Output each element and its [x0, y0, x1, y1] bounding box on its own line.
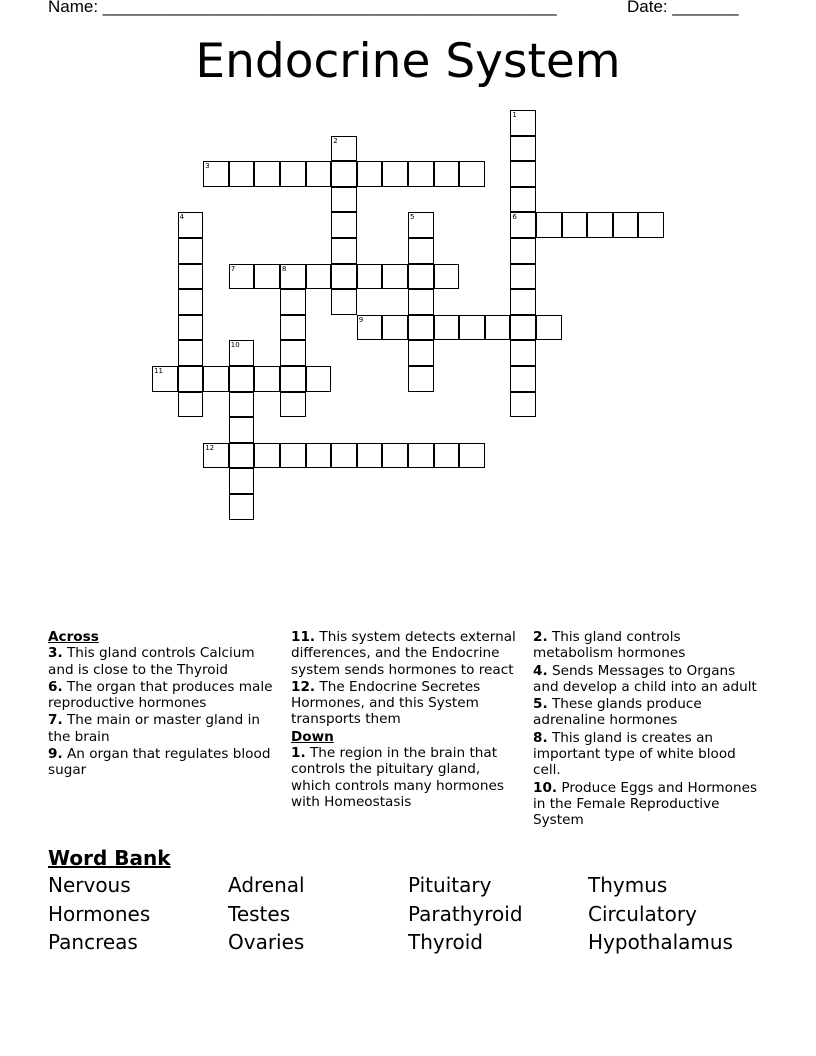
grid-cell[interactable] — [178, 238, 204, 264]
down-heading: Down — [291, 728, 334, 745]
word-bank-item: Nervous — [48, 873, 131, 897]
grid-cell[interactable] — [510, 136, 536, 162]
grid-cell[interactable] — [229, 264, 255, 290]
grid-cell[interactable] — [280, 443, 306, 469]
grid-cell[interactable] — [510, 110, 536, 136]
cell-number: 8 — [282, 264, 287, 273]
word-bank-item: Hypothalamus — [588, 930, 733, 954]
grid-cell[interactable] — [510, 238, 536, 264]
down-clue-5: 5. These glands produce adrenaline hormones — [533, 696, 702, 729]
grid-cell[interactable] — [536, 315, 562, 341]
grid-cell[interactable] — [357, 443, 383, 469]
down-clue-2: 2. This gland controls metabolism hormones — [533, 629, 686, 662]
grid-cell[interactable] — [280, 264, 306, 290]
grid-cell[interactable] — [510, 264, 536, 290]
grid-cell[interactable] — [178, 366, 204, 392]
cell-number: 7 — [230, 264, 236, 273]
word-bank-item: Hormones — [48, 901, 151, 926]
grid-cell[interactable] — [229, 340, 255, 366]
grid-cell[interactable] — [229, 392, 255, 418]
grid-cell[interactable] — [306, 443, 332, 469]
down-clue-10: 10. Produce Eggs and Hormones in the Female Reproductive System — [533, 779, 758, 829]
grid-cell[interactable] — [408, 289, 434, 315]
grid-cell[interactable] — [510, 392, 536, 418]
across-clue-6: 6. The organ that produces male reproductive hormones — [48, 678, 273, 712]
grid-cell[interactable] — [306, 161, 332, 187]
grid-cell[interactable] — [178, 392, 204, 418]
grid-cell[interactable] — [459, 161, 485, 187]
cell-number: 11 — [154, 367, 163, 375]
grid-cell[interactable] — [229, 494, 255, 520]
word-bank-item: Pancreas — [48, 930, 138, 954]
grid-cell[interactable] — [331, 289, 357, 315]
grid-cell[interactable] — [357, 161, 383, 187]
grid-cell[interactable] — [331, 443, 357, 469]
grid-cell[interactable] — [382, 315, 408, 341]
grid-cell[interactable] — [510, 187, 536, 213]
cell-number: 6 — [512, 213, 517, 222]
grid-cell[interactable] — [408, 315, 434, 341]
grid-cell[interactable] — [408, 366, 434, 392]
across-clue-12: 12. The Endocrine Secretes Hormones, and this System transports them — [291, 678, 481, 728]
across-heading: Across — [48, 629, 99, 645]
word-bank-item: Circulatory — [588, 901, 697, 926]
grid-cell[interactable] — [280, 392, 306, 418]
grid-cell[interactable] — [510, 289, 536, 315]
cell-number: 10 — [230, 341, 240, 350]
grid-cell[interactable] — [434, 264, 460, 290]
grid-cell[interactable] — [229, 443, 255, 469]
grid-cell[interactable] — [510, 161, 536, 187]
down-clue-4: 4. Sends Messages to Organs and develop a child into an adult — [533, 662, 757, 695]
grid-cell[interactable] — [203, 443, 229, 469]
grid-cell[interactable] — [510, 340, 536, 366]
grid-cell[interactable] — [562, 212, 588, 238]
word-bank-title: Word Bank — [48, 846, 171, 870]
word-bank-item: Adrenal — [228, 873, 305, 897]
word-bank-item: Thymus — [588, 873, 668, 897]
grid-cell[interactable] — [357, 264, 383, 290]
grid-cell[interactable] — [280, 315, 306, 341]
grid-cell[interactable] — [434, 161, 460, 187]
grid-cell[interactable] — [331, 136, 357, 162]
cell-number: 9 — [358, 315, 364, 324]
grid-cell[interactable] — [280, 340, 306, 366]
grid-cell[interactable] — [306, 366, 332, 392]
word-bank-item: Pituitary — [408, 873, 492, 897]
word-bank-item: Parathyroid — [408, 901, 523, 926]
down-clue-1: 1. The region in the brain that controls the pituitary gland, which controls many hormones with Homeostasis — [291, 745, 504, 810]
grid-cell[interactable] — [254, 366, 280, 392]
across-clue-11: 11. This system detects external differences, and the Endocrine system sends hormones to react — [291, 629, 516, 678]
grid-cell[interactable] — [331, 212, 357, 238]
cell-number: 2 — [333, 136, 338, 145]
word-bank-item: Thyroid — [408, 930, 483, 954]
grid-cell[interactable] — [510, 315, 536, 341]
grid-cell[interactable] — [434, 315, 460, 341]
grid-cell[interactable] — [229, 161, 255, 187]
cell-number: 12 — [205, 443, 215, 452]
page-title: Endocrine System — [195, 34, 621, 89]
date-field[interactable]: Date: _______ — [627, 0, 739, 16]
across-clue-7: 7. The main or master gland in the brain — [48, 712, 261, 745]
grid-cell[interactable] — [152, 366, 178, 392]
grid-cell[interactable] — [434, 443, 460, 469]
grid-cell[interactable] — [331, 187, 357, 213]
grid-cell[interactable] — [408, 340, 434, 366]
clues-column-3 — [533, 629, 758, 830]
grid-cell[interactable] — [331, 264, 357, 290]
across-clue-3: 3. This gland controls Calcium and is close to the Thyroid — [48, 645, 255, 678]
cell-number: 3 — [205, 162, 210, 171]
grid-cell[interactable] — [382, 264, 408, 290]
cell-number: 4 — [179, 213, 185, 222]
grid-cell[interactable] — [280, 161, 306, 187]
grid-cell[interactable] — [203, 161, 229, 187]
grid-cell[interactable] — [587, 212, 613, 238]
grid-cell[interactable] — [178, 340, 204, 366]
cell-number: 1 — [512, 111, 517, 119]
grid-cell[interactable] — [510, 212, 536, 238]
grid-cell[interactable] — [485, 315, 511, 341]
grid-cell[interactable] — [203, 366, 229, 392]
grid-cell[interactable] — [536, 212, 562, 238]
grid-cell[interactable] — [408, 238, 434, 264]
grid-cell[interactable] — [331, 238, 357, 264]
grid-cell[interactable] — [178, 315, 204, 341]
across-clue-9: 9. An organ that regulates blood sugar — [48, 746, 271, 779]
grid-cell[interactable] — [254, 443, 280, 469]
word-bank-item: Ovaries — [228, 930, 305, 954]
grid-cell[interactable] — [229, 468, 255, 494]
grid-cell[interactable] — [254, 161, 280, 187]
grid-cell[interactable] — [510, 366, 536, 392]
grid-cell[interactable] — [408, 443, 434, 469]
clues-column-1 — [48, 629, 280, 780]
grid-cell[interactable] — [638, 212, 664, 238]
grid-cell[interactable] — [254, 264, 280, 290]
grid-cell[interactable] — [459, 443, 485, 469]
grid-cell[interactable] — [178, 264, 204, 290]
grid-cell[interactable] — [178, 212, 204, 238]
down-clue-8: 8. This gland is creates an important type of white blood cell. — [533, 729, 736, 779]
grid-cell[interactable] — [408, 212, 434, 238]
grid-cell[interactable] — [382, 443, 408, 469]
clues-column-2 — [291, 629, 517, 811]
grid-cell[interactable] — [280, 366, 306, 392]
grid-cell[interactable] — [280, 289, 306, 315]
grid-cell[interactable] — [178, 289, 204, 315]
grid-cell[interactable] — [408, 264, 434, 290]
grid-cell[interactable] — [331, 161, 357, 187]
grid-cell[interactable] — [459, 315, 485, 341]
grid-cell[interactable] — [382, 161, 408, 187]
grid-cell[interactable] — [408, 161, 434, 187]
word-bank-item: Testes — [228, 901, 291, 926]
grid-cell[interactable] — [229, 417, 255, 443]
grid-cell[interactable] — [613, 212, 639, 238]
grid-cell[interactable] — [229, 366, 255, 392]
grid-cell[interactable] — [357, 315, 383, 341]
cell-number: 5 — [410, 213, 415, 222]
name-field[interactable]: Name: ________________________________________________ — [48, 0, 557, 16]
grid-cell[interactable] — [306, 264, 332, 290]
